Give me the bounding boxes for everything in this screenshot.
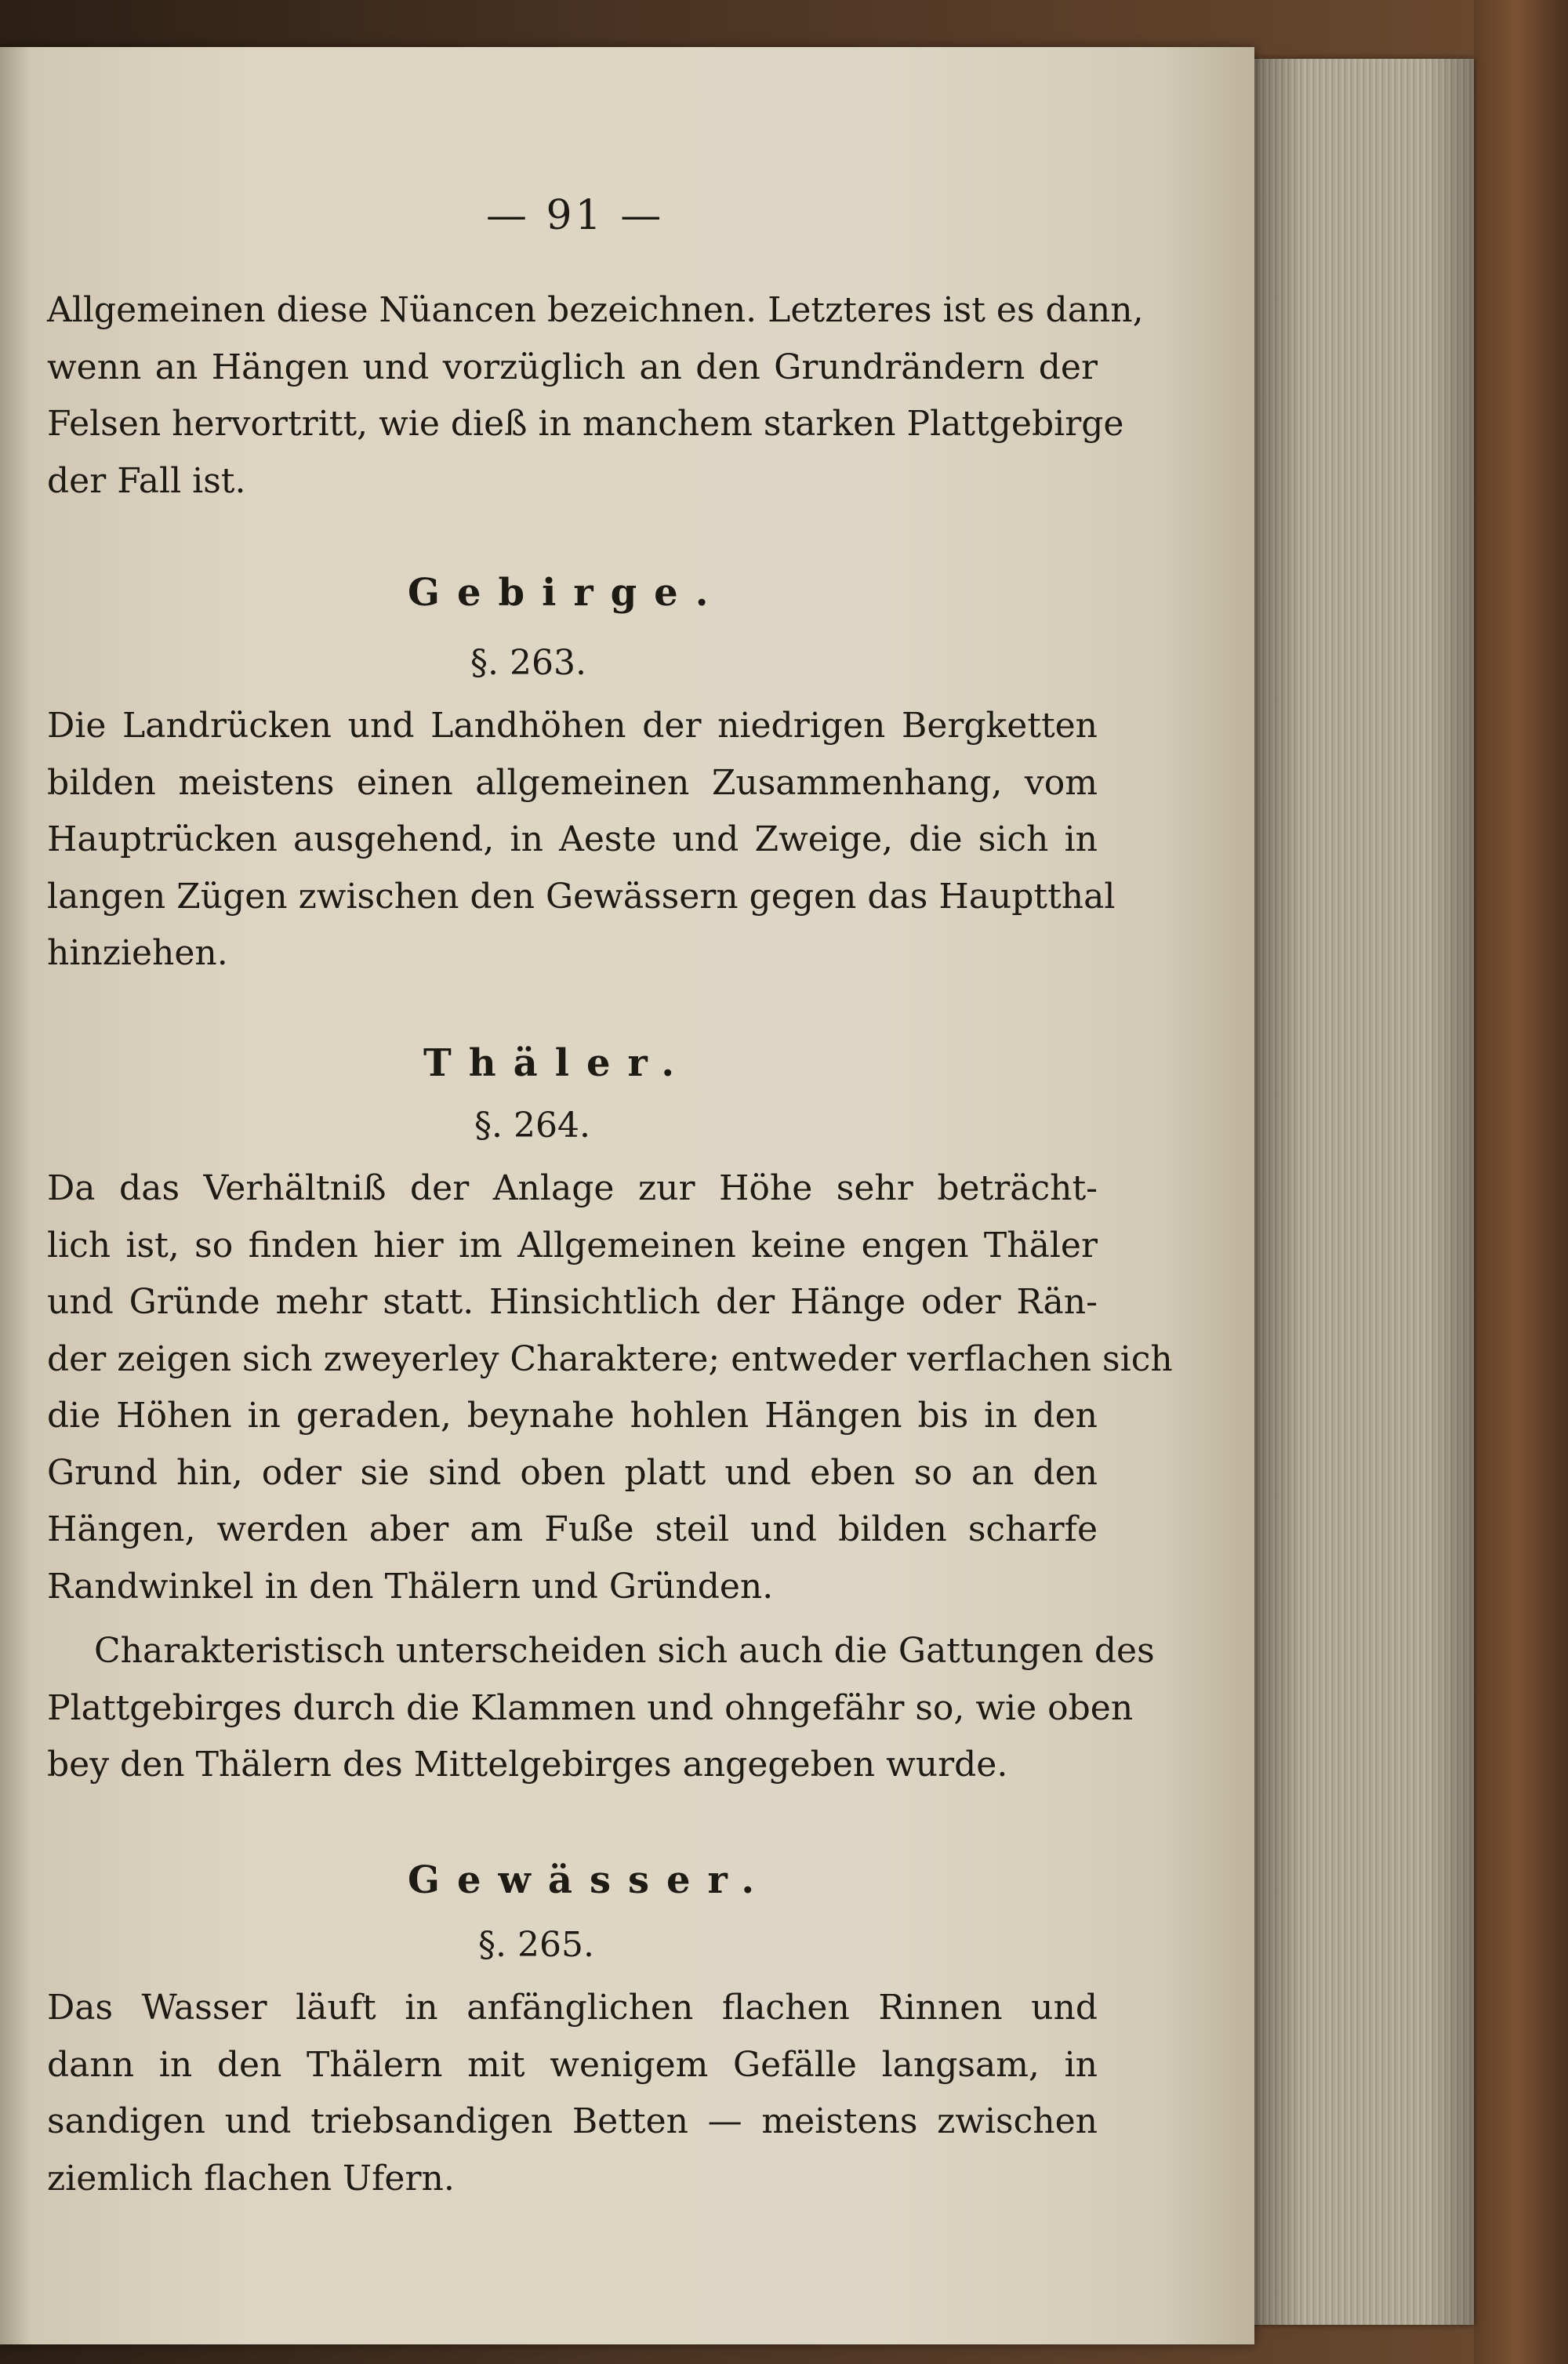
- text-line: Charakteristisch unterscheiden sich auch die Gattungen des: [94, 1631, 1155, 1671]
- page-edges: [1247, 59, 1474, 2325]
- text-line: sandigen und triebsandigen Betten — meistens zwischen: [47, 2101, 1098, 2141]
- text-line: Grund hin, oder sie sind oben platt und eben so an den: [47, 1452, 1098, 1493]
- section-heading-gebirge: Gebirge.: [408, 571, 726, 615]
- page-number: — 91 —: [486, 192, 665, 239]
- text-line: dann in den Thälern mit wenigem Gefälle langsam, in: [47, 2044, 1098, 2085]
- text-line: Allgemeinen diese Nüancen bezeichnen. Letzteres ist es dann,: [47, 290, 1144, 330]
- text-line: hinziehen.: [47, 933, 228, 973]
- text-line: ziemlich flachen Ufern.: [47, 2158, 455, 2199]
- paragraph-264: [47, 1160, 1173, 1615]
- text-line: Da das Verhältniß der Anlage zur Höhe sehr beträcht-: [47, 1168, 1098, 1208]
- paragraph-265: [47, 1980, 1098, 2207]
- text-line: Die Landrücken und Landhöhen der niedrigen Bergketten: [47, 706, 1098, 746]
- text-line: und Gründe mehr statt. Hinsichtlich der Hänge oder Rän-: [47, 1282, 1098, 1322]
- paragraph-263: [47, 698, 1116, 982]
- text-line: der zeigen sich zweyerley Charaktere; entweder verflachen sich: [47, 1338, 1173, 1379]
- text-line: bilden meistens einen allgemeinen Zusammenhang, vom: [47, 762, 1098, 803]
- section-number-265: §. 265.: [478, 1925, 594, 1965]
- text-line: wenn an Hängen und vorzüglich an den Grundrändern der: [47, 347, 1098, 387]
- text-line: Randwinkel in den Thälern und Gründen.: [47, 1566, 774, 1607]
- text-line: Hauptrücken ausgehend, in Aeste und Zweige, die sich in: [47, 819, 1098, 859]
- text-line: Felsen hervortritt, wie dieß in manchem starken Plattgebirge: [47, 404, 1124, 444]
- section-heading-gewaesser: Gewässer.: [408, 1858, 772, 1902]
- book-page: [0, 47, 1254, 2344]
- text-line: der Fall ist.: [47, 460, 246, 501]
- text-line: die Höhen in geraden, beynahe hohlen Hängen bis in den: [47, 1396, 1098, 1436]
- section-heading-thaeler: Thäler.: [423, 1041, 692, 1085]
- section-number-263: §. 263.: [470, 643, 586, 683]
- text-line: bey den Thälern des Mittelgebirges angegeben wurde.: [47, 1745, 1008, 1785]
- book-cover-edge: [1474, 0, 1568, 2364]
- intro-paragraph: [47, 282, 1144, 510]
- text-line: Hängen, werden aber am Fuße steil und bilden scharfe: [47, 1509, 1098, 1549]
- text-line: Plattgebirges durch die Klammen und ohngefähr so, wie oben: [47, 1687, 1134, 1728]
- text-line: Das Wasser läuft in anfänglichen flachen Rinnen und: [47, 1988, 1098, 2028]
- text-line: lich ist, so finden hier im Allgemeinen keine engen Thäler: [47, 1225, 1098, 1266]
- text-line: langen Zügen zwischen den Gewässern gegen das Hauptthal: [47, 876, 1116, 917]
- section-number-264: §. 264.: [474, 1106, 590, 1146]
- paragraph-264-continued: [47, 1623, 1155, 1794]
